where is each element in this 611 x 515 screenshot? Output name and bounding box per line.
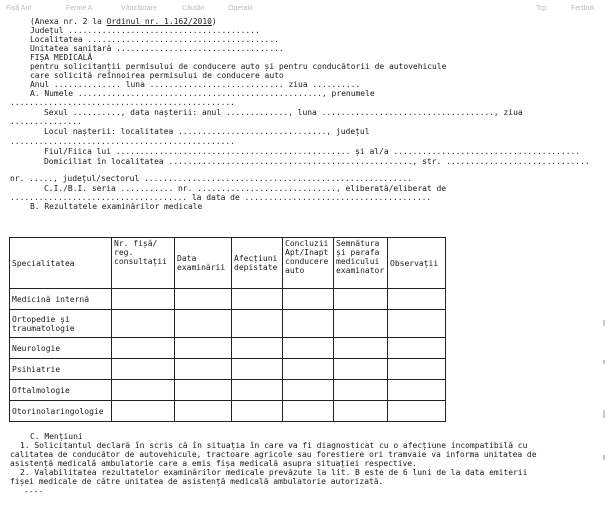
purpose-line-2: care solicită reînnoirea permisului de conducere auto: [30, 71, 284, 80]
table-cell[interactable]: [112, 310, 175, 338]
localitatea-field: Localitatea ........................................: [30, 35, 279, 44]
table-cell[interactable]: [175, 338, 232, 359]
note-2-line-1: 2. Valabilitatea rezultatelor examinărilor medicale prevăzute la lit. B este de 6 luni de la data emiterii: [20, 468, 528, 477]
table-cell[interactable]: [283, 289, 334, 310]
table-row: [10, 289, 446, 310]
table-row: [10, 380, 446, 401]
row-label: Oftalmologie: [10, 380, 112, 401]
ordinul-link[interactable]: Ordinul nr. 1.162/2010: [106, 17, 212, 26]
col-afectiuni: Afecțiuni depistate: [232, 238, 283, 289]
table-cell[interactable]: [334, 310, 388, 338]
scan-artifact: [603, 410, 605, 418]
toolbar-item-operatii[interactable]: Operatii: [228, 5, 253, 12]
table-cell[interactable]: [112, 401, 175, 422]
section-c-title: C. Mențiuni: [30, 432, 83, 441]
col-concluzii: Concluzii Apt/Inapt conducere auto: [283, 238, 334, 289]
table-cell[interactable]: [283, 380, 334, 401]
table-cell[interactable]: [283, 401, 334, 422]
table-cell[interactable]: [334, 338, 388, 359]
scan-artifact: [603, 320, 605, 326]
table-cell[interactable]: [175, 310, 232, 338]
scan-artifact: [603, 455, 605, 460]
table-cell[interactable]: [232, 289, 283, 310]
section-b-title: B. Rezultatele examinărilor medicale: [30, 202, 203, 211]
birth-day-dots: ...............: [10, 117, 82, 126]
table-row: [10, 359, 446, 380]
table-cell[interactable]: [232, 310, 283, 338]
toolbar-item-tcp[interactable]: Tcp: [536, 5, 547, 12]
date-field: Anul .............. luna ............................ ziua ..........: [30, 80, 361, 89]
table-row: [10, 310, 446, 338]
table-cell[interactable]: [175, 380, 232, 401]
judet-field: Județul ........................................: [30, 26, 260, 35]
toolbar-item-cautari[interactable]: Căutări: [182, 5, 205, 12]
row-label: Ortopedie și traumatologie: [10, 310, 112, 338]
table-cell[interactable]: [175, 289, 232, 310]
table-header-row: [10, 238, 446, 289]
birthplace-field: Locul nașterii: localitatea ..............................., județul: [44, 127, 370, 136]
table-cell[interactable]: [112, 338, 175, 359]
table-cell[interactable]: [388, 289, 446, 310]
purpose-line-1: pentru solicitanții permisului de conducere auto și pentru conducătorii de autovehicule: [30, 62, 447, 71]
row-label: Neurologie: [10, 338, 112, 359]
table-cell[interactable]: [112, 289, 175, 310]
scan-artifact: [603, 360, 605, 364]
table-cell[interactable]: [388, 401, 446, 422]
table-cell[interactable]: [283, 338, 334, 359]
table-cell[interactable]: [232, 380, 283, 401]
form-title: FIȘA MEDICALĂ: [30, 53, 93, 62]
table-cell[interactable]: [334, 380, 388, 401]
col-specialitatea: Specialitatea: [10, 238, 112, 289]
prenume-dots: ...............................................: [10, 98, 235, 107]
end-mark: ----: [24, 487, 44, 496]
toolbar-item-vanzatoare[interactable]: Vânzătoare: [121, 5, 157, 12]
table-cell[interactable]: [232, 338, 283, 359]
toolbar-item-ferme[interactable]: Ferme A: [66, 5, 93, 12]
note-2-line-2: fișei medicale de către unitatea de asistență medicală ambulatorie autorizată.: [10, 477, 384, 486]
row-label: Psihiatrie: [10, 359, 112, 380]
table-cell[interactable]: [334, 359, 388, 380]
table-cell[interactable]: [232, 401, 283, 422]
table-row: [10, 401, 446, 422]
birthplace-dots: ...............................................: [10, 137, 235, 146]
table-cell[interactable]: [334, 289, 388, 310]
issue-date-field: ..................................... la data de .......................................: [10, 193, 432, 202]
toolbar-item-fertbuk[interactable]: Fertbuk: [571, 5, 595, 12]
note-1-line-2: calitatea de conducător de autovehicule, tractoare agricole sau forestiere ori tramvaie va informa unitatea de: [10, 450, 537, 459]
annex-reference: (Anexa nr. 2 la Ordinul nr. 1.162/2010): [30, 17, 217, 26]
toolbar-item-fisa[interactable]: Fișă Ant: [6, 5, 32, 12]
table-cell[interactable]: [283, 359, 334, 380]
row-label: Otorinolaringologie: [10, 401, 112, 422]
domicile-field: Domiciliat în localitatea ..................................................., str. ..............................: [44, 157, 590, 166]
col-nr-fisa: Nr. fișă/ reg. consultații: [112, 238, 175, 289]
table-cell[interactable]: [334, 401, 388, 422]
note-1-line-3: asistență medicală ambulatorie care a emis fișa medicală asupra situației respective.: [10, 459, 417, 468]
table-cell[interactable]: [175, 401, 232, 422]
table-row: [10, 338, 446, 359]
col-semnatura: Semnătura și parafa medicului examinator: [334, 238, 388, 289]
name-field: A. Numele ..................................................., prenumele: [30, 89, 375, 98]
id-card-field: C.I./B.I. seria ........... nr. ............................., eliberată/eliberat de: [44, 184, 447, 193]
table-cell[interactable]: [388, 310, 446, 338]
table-cell[interactable]: [388, 380, 446, 401]
unitatea-field: Unitatea sanitară ...................................: [30, 44, 284, 53]
table-cell[interactable]: [112, 380, 175, 401]
note-1-line-1: 1. Solicitantul declară în scris că în situația în care va fi diagnosticat cu o afecțiune incompatibilă cu: [20, 441, 528, 450]
browser-toolbar: [0, 0, 611, 16]
col-observatii: Observații: [388, 238, 446, 289]
table-cell[interactable]: [388, 338, 446, 359]
table-cell[interactable]: [112, 359, 175, 380]
parents-field: Fiul/Fiica lui ................................................. și al/a .......................................: [44, 147, 581, 156]
row-label: Medicină internă: [10, 289, 112, 310]
birth-field: Sexul .........., data nașterii: anul ............., luna ...................................., ziua: [44, 108, 523, 117]
table-cell[interactable]: [175, 359, 232, 380]
col-data-examinarii: Data examinării: [175, 238, 232, 289]
exam-results-table: [9, 237, 446, 422]
table-cell[interactable]: [388, 359, 446, 380]
table-cell[interactable]: [283, 310, 334, 338]
address-field: nr. ....., județul/sectorul ........................................................: [10, 174, 413, 183]
table-cell[interactable]: [232, 359, 283, 380]
